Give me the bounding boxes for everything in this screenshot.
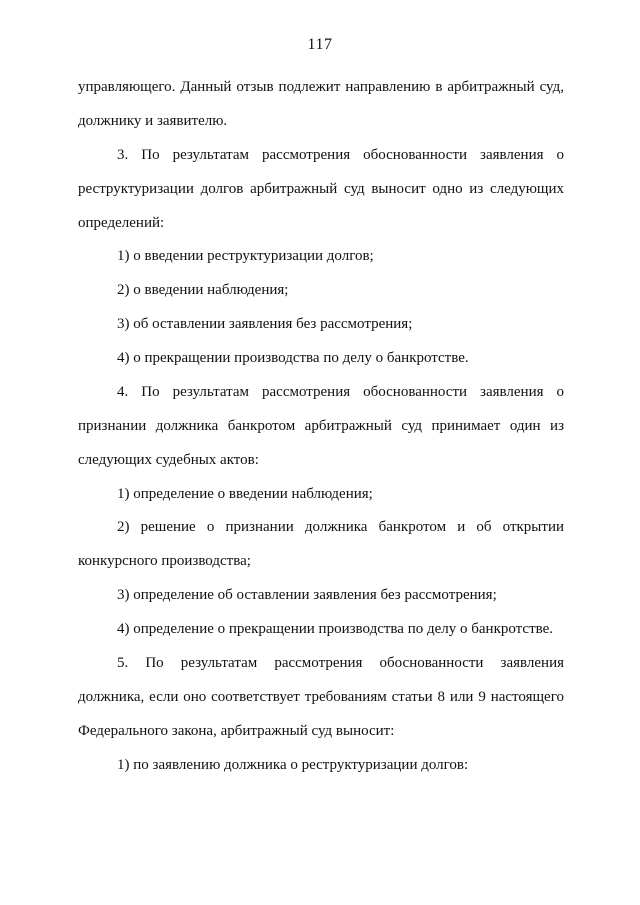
list-item: 4) определение о прекращении производства по делу о банкротстве. [117, 621, 554, 637]
list-item: 2) решение о признании должника банкротом и об открытии [117, 519, 564, 535]
list-item: 4) о прекращении производства по делу о банкротстве. [117, 350, 469, 366]
list-item: 2) о введении наблюдения; [117, 282, 289, 298]
paragraph-3-start: 3. По результатам рассмотрения обоснованности заявления о [117, 147, 564, 163]
list-item: 3) об оставлении заявления без рассмотрения; [117, 316, 413, 332]
list-item: 1) определение о введении наблюдения; [117, 486, 373, 502]
page-number: 117 [307, 36, 333, 53]
text-line: конкурсного производства; [78, 553, 251, 569]
list-item: 1) о введении реструктуризации долгов; [117, 248, 374, 264]
text-line: реструктуризации долгов арбитражный суд выносит одно из следующих [78, 181, 564, 197]
text-line: должника, если оно соответствует требованиям статьи 8 или 9 настоящего [78, 689, 564, 705]
text-line: следующих судебных актов: [78, 452, 259, 468]
list-item: 3) определение об оставлении заявления без рассмотрения; [117, 587, 497, 603]
text-line: признании должника банкротом арбитражный суд принимает один из [78, 418, 564, 434]
text-line: должнику и заявителю. [78, 113, 228, 129]
text-line: управляющего. Данный отзыв подлежит направлению в арбитражный суд, [78, 79, 564, 95]
text-line: Федерального закона, арбитражный суд выносит: [78, 723, 395, 739]
paragraph-4-start: 4. По результатам рассмотрения обоснованности заявления о [117, 384, 564, 400]
list-item: 1) по заявлению должника о реструктуризации долгов: [117, 757, 469, 773]
text-line: определений: [78, 215, 165, 231]
paragraph-5-start: 5. По результатам рассмотрения обоснованности заявления [117, 655, 564, 671]
